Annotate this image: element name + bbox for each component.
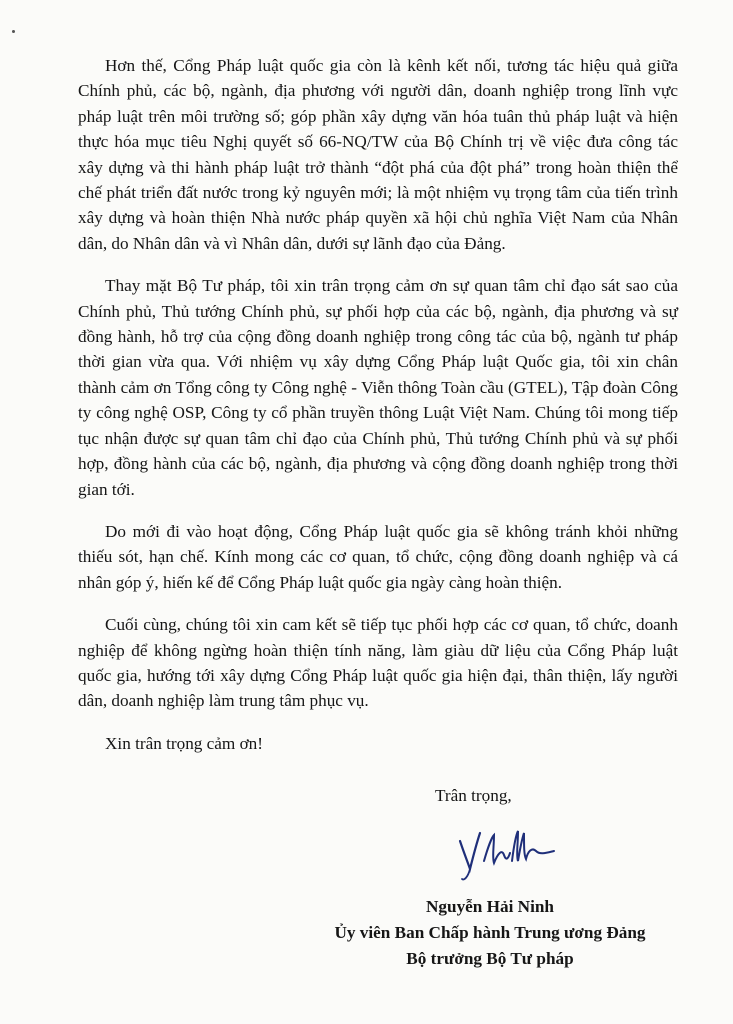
paragraph-4: Cuối cùng, chúng tôi xin cam kết sẽ tiếp tục phối hợp các cơ quan, tổ chức, doanh nghiệp để không ngừng hoàn thiện tính năng, làm giàu dữ liệu của Cổng Pháp luật quốc gia, hướng tới xây dựng Cổng Pháp luật quốc gia hiện đại, thân thiện, lấy người dân, doanh nghiệp làm trung tâm phục vụ. [78,615,678,711]
signer-name: Nguyễn Hải Ninh [426,897,554,916]
scan-dot [12,30,15,33]
paragraph-3: Do mới đi vào hoạt động, Cổng Pháp luật quốc gia sẽ không tránh khỏi những thiếu sót, hạn chế. Kính mong các cơ quan, tổ chức, cộng đồng doanh nghiệp và cá nhân góp ý, hiến kế để Cổng Pháp luật quốc gia ngày càng hoàn thiện. [78,521,678,592]
closing-salutation: Trân trọng, [435,786,512,805]
paragraph-5: Xin trân trọng cảm ơn! [105,733,264,753]
paragraph-1: Hơn thế, Cổng Pháp luật quốc gia còn là kênh kết nối, tương tác hiệu quả giữa Chính phủ, các bộ, ngành, địa phương với người dân, doanh nghiệp trong lĩnh vực pháp luật trên môi trường số; góp phần xây dựng văn hóa tuân thủ pháp luật và hiện thực hóa mục tiêu Nghị quyết số 66-NQ/TW của Bộ Chính trị về việc đưa công tác xây dựng và thi hành pháp luật trở thành “đột phá của đột phá” trong hoàn thiện thể chế phát triển đất nước trong kỷ nguyên mới; là một nhiệm vụ trọng tâm của tiến trình xây dựng và hoàn thiện Nhà nước pháp quyền xã hội chủ nghĩa Việt Nam của Nhân dân, do Nhân dân và vì Nhân dân, dưới sự lãnh đạo của Đảng. [78,56,678,253]
signer-title-party: Ủy viên Ban Chấp hành Trung ương Đảng [334,923,646,942]
signer-block [290,894,690,972]
letter-body [78,53,678,773]
handwritten-signature [450,823,560,885]
signer-title-minister: Bộ trưởng Bộ Tư pháp [406,949,574,968]
paragraph-2: Thay mặt Bộ Tư pháp, tôi xin trân trọng cảm ơn sự quan tâm chỉ đạo sát sao của Chính phủ, Thủ tướng Chính phủ, sự phối hợp của các bộ, ngành, địa phương và sự đồng hành, hỗ trợ của cộng đồng doanh nghiệp trong công tác của bộ, ngành tư pháp thời gian vừa qua. Với nhiệm vụ xây dựng Cổng Pháp luật Quốc gia, tôi xin chân thành cảm ơn Tổng công ty Công nghệ - Viễn thông Toàn cầu (GTEL), Tập đoàn Công ty công nghệ OSP, Công ty cổ phần truyền thông Luật Việt Nam. Chúng tôi mong tiếp tục nhận được sự quan tâm chỉ đạo của Chính phủ, Thủ tướng Chính phủ và sự phối hợp, đồng hành của các bộ, ngành, địa phương và cộng đồng doanh nghiệp trong thời gian tới. [78,276,678,499]
